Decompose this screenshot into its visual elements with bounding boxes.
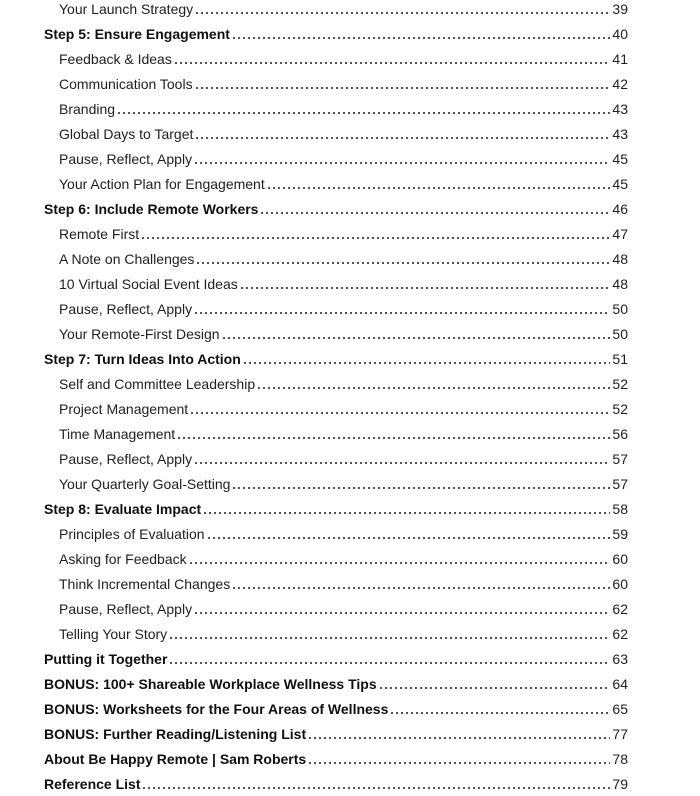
toc-entry-page-number: 64	[612, 675, 628, 692]
dot-leader	[268, 187, 611, 189]
toc-entry-page-number: 45	[612, 150, 628, 167]
dot-leader	[258, 387, 610, 389]
toc-entry-label: Pause, Reflect, Apply	[59, 600, 193, 617]
toc-entry[interactable]	[44, 646, 628, 671]
toc-entry-label: Feedback & Ideas	[59, 50, 172, 67]
toc-entry-label: Telling Your Story	[59, 625, 168, 642]
toc-entry-page-number: 60	[612, 575, 628, 592]
toc-entry[interactable]	[44, 621, 628, 646]
toc-entry[interactable]	[44, 396, 628, 421]
toc-entry-label: Remote First	[59, 225, 140, 242]
toc-entry[interactable]	[44, 271, 628, 296]
toc-entry[interactable]	[44, 371, 628, 396]
toc-entry-label: Putting it Together	[44, 650, 168, 667]
toc-entry[interactable]	[44, 146, 628, 171]
toc-entry[interactable]	[44, 246, 628, 271]
toc-entry-label: Pause, Reflect, Apply	[59, 450, 193, 467]
toc-entry[interactable]	[44, 571, 628, 596]
toc-entry[interactable]	[44, 421, 628, 446]
toc-entry-page-number: 59	[612, 525, 628, 542]
toc-entry-page-number: 51	[612, 350, 628, 367]
toc-entry-label: Reference List	[44, 775, 141, 792]
toc-entry-label: BONUS: 100+ Shareable Workplace Wellness Tips	[44, 675, 377, 692]
toc-entry[interactable]	[44, 771, 628, 796]
dot-leader	[143, 787, 610, 789]
toc-entry[interactable]	[44, 746, 628, 771]
dot-leader	[309, 762, 610, 764]
dot-leader	[170, 662, 610, 664]
toc-entry-page-number: 43	[612, 125, 628, 142]
dot-leader	[309, 737, 610, 739]
toc-entry-label: Your Action Plan for Engagement	[59, 175, 265, 192]
dot-leader	[195, 162, 610, 164]
toc-entry[interactable]	[44, 96, 628, 121]
dot-leader	[261, 212, 610, 214]
toc-entry[interactable]	[44, 496, 628, 521]
toc-entry[interactable]	[44, 446, 628, 471]
toc-entry[interactable]	[44, 471, 628, 496]
toc-list	[44, 0, 628, 796]
toc-entry[interactable]	[44, 221, 628, 246]
toc-entry-page-number: 65	[612, 700, 628, 717]
toc-entry-page-number: 77	[612, 725, 628, 742]
toc-entry[interactable]	[44, 346, 628, 371]
toc-entry[interactable]	[44, 696, 628, 721]
toc-entry-label: BONUS: Worksheets for the Four Areas of Wellness	[44, 700, 389, 717]
toc-entry-label: Think Incremental Changes	[59, 575, 231, 592]
toc-entry[interactable]	[44, 596, 628, 621]
toc-entry-label: Branding	[59, 100, 116, 117]
toc-entry[interactable]	[44, 721, 628, 746]
dot-leader	[195, 612, 610, 614]
toc-entry-label: Your Remote-First Design	[59, 325, 220, 342]
toc-entry-label: Self and Committee Leadership	[59, 375, 256, 392]
toc-entry-page-number: 46	[612, 200, 628, 217]
toc-entry-page-number: 41	[612, 50, 628, 67]
toc-entry-page-number: 62	[612, 600, 628, 617]
toc-entry-label: Step 8: Evaluate Impact	[44, 500, 202, 517]
toc-entry[interactable]	[44, 546, 628, 571]
toc-entry-page-number: 52	[612, 400, 628, 417]
toc-entry-label: Your Quarterly Goal-Setting	[59, 475, 231, 492]
dot-leader	[233, 487, 610, 489]
dot-leader	[142, 237, 610, 239]
toc-entry-page-number: 45	[612, 175, 628, 192]
toc-entry-label: Your Launch Strategy	[59, 0, 194, 17]
toc-entry-label: Principles of Evaluation	[59, 525, 205, 542]
dot-leader	[380, 687, 611, 689]
toc-entry-page-number: 40	[612, 25, 628, 42]
toc-entry[interactable]	[44, 521, 628, 546]
toc-entry-label: Pause, Reflect, Apply	[59, 150, 193, 167]
toc-entry-page-number: 52	[612, 375, 628, 392]
dot-leader	[190, 562, 611, 564]
toc-entry-label: Pause, Reflect, Apply	[59, 300, 193, 317]
toc-entry[interactable]	[44, 21, 628, 46]
toc-entry-page-number: 50	[612, 300, 628, 317]
dot-leader	[233, 587, 610, 589]
dot-leader	[196, 87, 611, 89]
toc-entry[interactable]	[44, 171, 628, 196]
toc-entry-label: Global Days to Target	[59, 125, 194, 142]
toc-entry-page-number: 42	[612, 75, 628, 92]
toc-entry[interactable]	[44, 296, 628, 321]
dot-leader	[191, 412, 610, 414]
toc-entry-page-number: 58	[612, 500, 628, 517]
toc-entry-label: BONUS: Further Reading/Listening List	[44, 725, 307, 742]
toc-entry-label: Asking for Feedback	[59, 550, 187, 567]
toc-entry[interactable]	[44, 46, 628, 71]
toc-entry[interactable]	[44, 121, 628, 146]
toc-entry-page-number: 79	[612, 775, 628, 792]
toc-entry-page-number: 60	[612, 550, 628, 567]
toc-entry-label: About Be Happy Remote | Sam Roberts	[44, 750, 307, 767]
toc-entry-page-number: 47	[612, 225, 628, 242]
dot-leader	[208, 537, 611, 539]
toc-entry-label: Step 7: Turn Ideas Into Action	[44, 350, 241, 367]
dot-leader	[241, 287, 611, 289]
dot-leader	[391, 712, 610, 714]
toc-entry-page-number: 48	[612, 275, 628, 292]
dot-leader	[223, 337, 611, 339]
dot-leader	[196, 137, 610, 139]
toc-entry[interactable]	[44, 671, 628, 696]
toc-entry-label: 10 Virtual Social Event Ideas	[59, 275, 238, 292]
toc-entry-page-number: 78	[612, 750, 628, 767]
toc-entry-page-number: 62	[612, 625, 628, 642]
toc-entry-page-number: 56	[612, 425, 628, 442]
toc-entry-label: Step 5: Ensure Engagement	[44, 25, 230, 42]
dot-leader	[195, 312, 610, 314]
dot-leader	[118, 112, 610, 114]
dot-leader	[196, 12, 610, 14]
dot-leader	[233, 37, 610, 39]
toc-entry-page-number: 63	[612, 650, 628, 667]
toc-entry[interactable]	[44, 0, 628, 21]
toc-entry-label: A Note on Challenges	[59, 250, 195, 267]
dot-leader	[204, 512, 610, 514]
toc-entry[interactable]	[44, 196, 628, 221]
toc-entry-label: Communication Tools	[59, 75, 193, 92]
toc-entry-page-number: 39	[612, 0, 628, 17]
toc-entry-page-number: 57	[612, 450, 628, 467]
toc-entry[interactable]	[44, 71, 628, 96]
toc-entry-page-number: 50	[612, 325, 628, 342]
dot-leader	[197, 262, 610, 264]
toc-entry-label: Project Management	[59, 400, 189, 417]
dot-leader	[170, 637, 610, 639]
toc-entry[interactable]	[44, 321, 628, 346]
dot-leader	[195, 462, 610, 464]
toc-entry-page-number: 48	[612, 250, 628, 267]
dot-leader	[178, 437, 610, 439]
toc-entry-page-number: 57	[612, 475, 628, 492]
dot-leader	[175, 62, 611, 64]
toc-entry-page-number: 43	[612, 100, 628, 117]
toc-entry-label: Step 6: Include Remote Workers	[44, 200, 259, 217]
dot-leader	[244, 362, 611, 364]
toc-entry-label: Time Management	[59, 425, 176, 442]
